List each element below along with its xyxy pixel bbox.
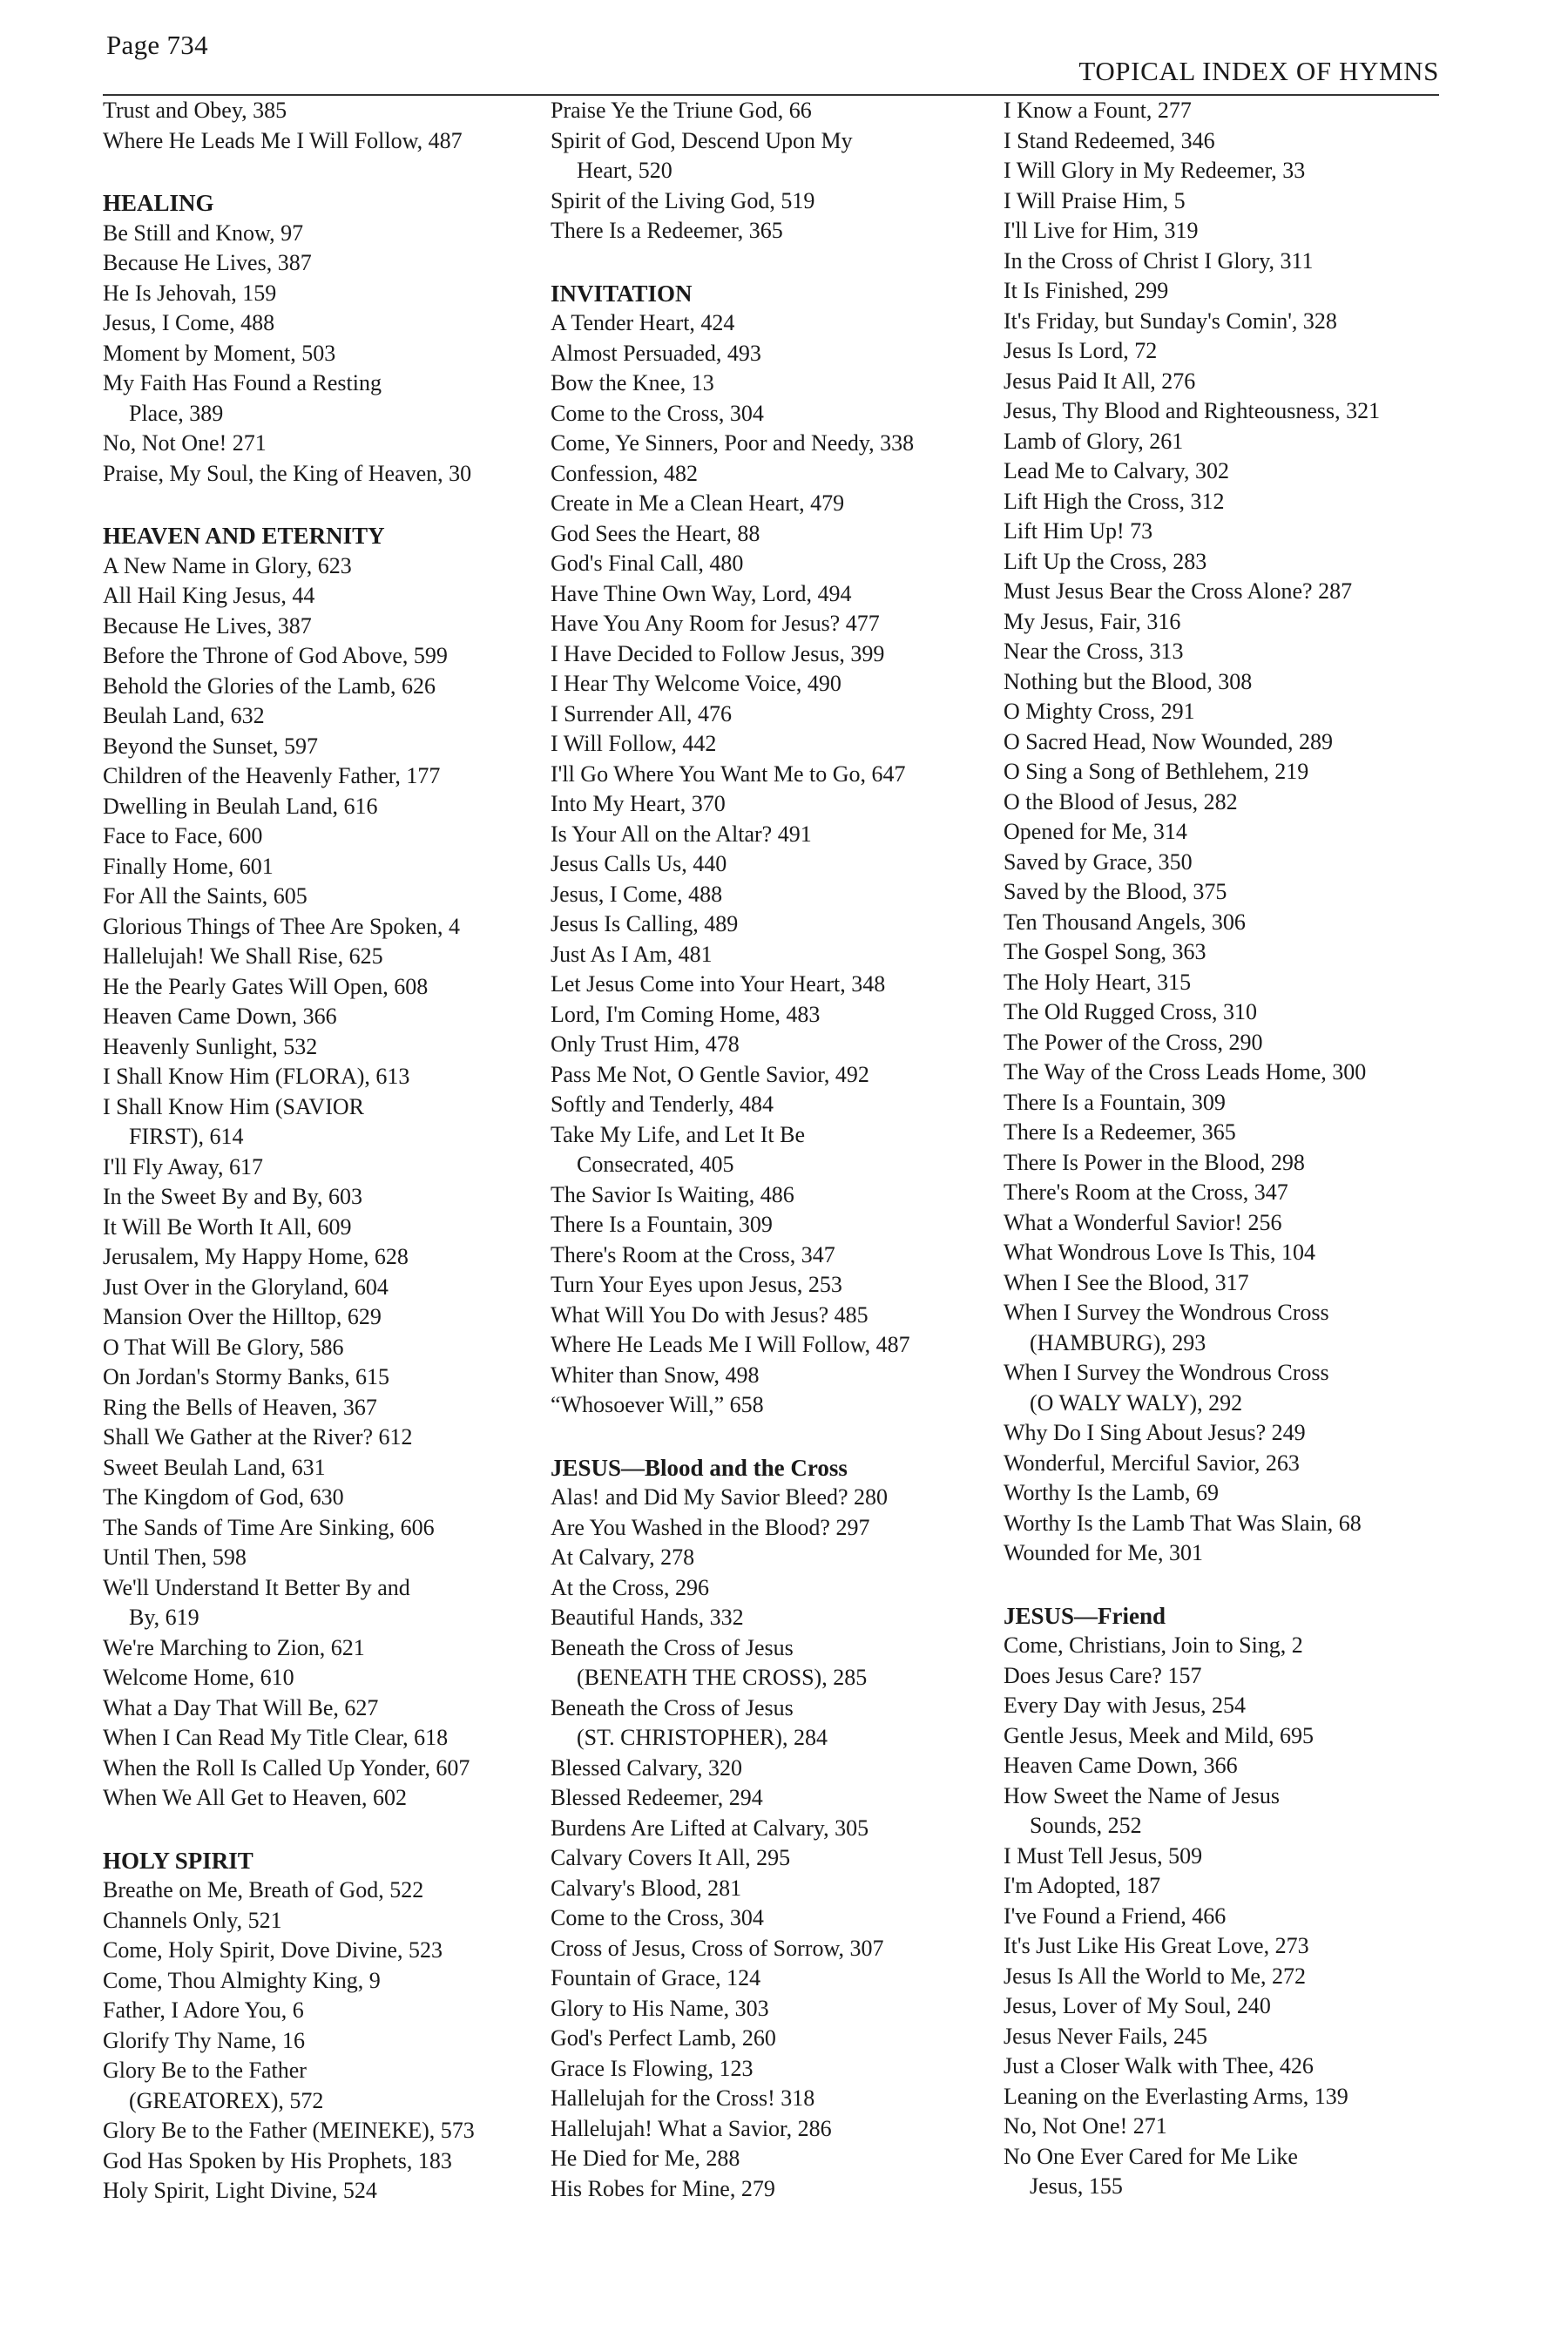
index-entry: A New Name in Glory, 623 [103,552,352,578]
index-entry: Children of the Heavenly Father, 177 [103,763,441,788]
index-entry: I Must Tell Jesus, 509 [1004,1842,1203,1869]
index-entry: Jerusalem, My Happy Home, 628 [103,1244,409,1269]
index-entry: Let Jesus Come into Your Heart, 348 [551,971,886,997]
index-entry: The Kingdom of God, 630 [103,1484,344,1510]
index-entry: Leaning on the Everlasting Arms, 139 [1004,2083,1348,2109]
index-entry: Alas! and Did My Savior Bleed? 280 [551,1484,889,1510]
index-entry: I Know a Fount, 277 [1004,98,1192,123]
index-entry: Jesus Calls Us, 440 [551,851,727,876]
index-entry: The Power of the Cross, 290 [1004,1029,1263,1055]
index-entry: It Is Finished, 299 [1004,278,1169,303]
index-entry: I Shall Know Him (SAVIOR FIRST), 614 [103,1093,364,1149]
index-entry: Welcome Home, 610 [103,1665,294,1690]
index-entry: Until Then, 598 [103,1544,247,1570]
index-entry: Come, Ye Sinners, Poor and Needy, 338 [551,430,915,456]
entry-list [1004,96,1456,1569]
section-heading: JESUS—Friend [1004,1602,1166,1629]
index-entry: Come, Thou Almighty King, 9 [103,1967,381,1993]
index-entry: O Sing a Song of Bethlehem, 219 [1004,759,1309,784]
index-entry: Because He Lives, 387 [103,250,312,275]
index-entry: O That Will Be Glory, 586 [103,1334,344,1360]
index-column-3 [1004,96,1456,2202]
index-entry: On Jordan's Stormy Banks, 615 [103,1364,389,1389]
index-entry: Gentle Jesus, Meek and Mild, 695 [1004,1722,1315,1748]
index-column-2 [551,96,1004,2204]
index-entry: Blessed Redeemer, 294 [551,1785,763,1810]
index-entry: Why Do I Sing About Jesus? 249 [1004,1420,1306,1445]
index-entry: We're Marching to Zion, 621 [103,1634,365,1660]
index-entry: I'm Adopted, 187 [1004,1873,1161,1898]
index-entry: Just Over in the Gloryland, 604 [103,1274,389,1300]
index-entry: Calvary's Blood, 281 [551,1875,742,1901]
entry-list [551,308,1004,1421]
index-entry: My Faith Has Found a Resting Place, 389 [103,370,382,426]
index-entry: The Holy Heart, 315 [1004,969,1192,995]
index-entry: I've Found a Friend, 466 [1004,1903,1227,1929]
index-entry: Praise, My Soul, the King of Heaven, 30 [103,460,472,486]
index-entry: Channels Only, 521 [103,1907,282,1933]
index-entry: We'll Understand It Better By and By, 619 [103,1574,410,1630]
index-entry: There's Room at the Cross, 347 [1004,1179,1288,1205]
index-entry: No, Not One! 271 [1004,2113,1167,2139]
index-entry: Heavenly Sunlight, 532 [103,1033,318,1059]
index-entry: Confession, 482 [551,460,698,486]
index-entry: What Wondrous Love Is This, 104 [1004,1240,1316,1265]
index-entry: Fountain of Grace, 124 [551,1965,761,1990]
index-entry: Glory to His Name, 303 [551,1995,769,2021]
index-entry: Beneath the Cross of Jesus (BENEATH THE CROSS), 285 [551,1634,868,1690]
index-entry: At Calvary, 278 [551,1544,695,1570]
index-entry: Spirit of God, Descend Upon My Heart, 520 [551,127,853,183]
section-heading: JESUS—Blood and the Cross [551,1454,848,1481]
index-entry: When I Survey the Wondrous Cross (O WALY WALY), 292 [1004,1360,1329,1416]
index-entry: When We All Get to Heaven, 602 [103,1785,408,1810]
index-entry: I Surrender All, 476 [551,700,732,727]
index-entry: Saved by Grace, 350 [1004,848,1193,875]
index-entry: Jesus, I Come, 488 [103,310,275,335]
section-heading: HEALING [103,190,214,216]
index-entry: Worthy Is the Lamb That Was Slain, 68 [1004,1510,1362,1536]
index-entry: Ten Thousand Angels, 306 [1004,909,1246,935]
index-entry: Is Your All on the Altar? 491 [551,821,812,847]
index-entry: In the Cross of Christ I Glory, 311 [1004,247,1314,274]
index-entry: There Is a Fountain, 309 [1004,1089,1226,1115]
index-column-1 [103,96,556,2207]
index-entry: Into My Heart, 370 [551,791,726,816]
index-entry: Jesus, I Come, 488 [551,881,723,907]
index-section [103,1846,556,2207]
index-entry: Are You Washed in the Blood? 297 [551,1514,870,1540]
index-entry: Every Day with Jesus, 254 [1004,1693,1247,1718]
index-entry: Jesus Is All the World to Me, 272 [1004,1963,1306,1989]
index-entry: Shall We Gather at the River? 612 [103,1424,413,1450]
index-entry: Grace Is Flowing, 123 [551,2055,754,2081]
index-entry: Be Still and Know, 97 [103,220,304,246]
page-number: Page 734 [106,30,208,60]
index-entry: Come, Holy Spirit, Dove Divine, 523 [103,1937,443,1963]
index-entry: Pass Me Not, O Gentle Savior, 492 [551,1061,869,1087]
index-entry: Heaven Came Down, 366 [1004,1753,1238,1778]
index-entry: It's Friday, but Sunday's Comin', 328 [1004,308,1337,334]
index-entry: There's Room at the Cross, 347 [551,1241,835,1267]
index-entry: Jesus Is Calling, 489 [551,911,739,936]
index-entry: O Mighty Cross, 291 [1004,699,1195,724]
index-entry: Where He Leads Me I Will Follow, 487 [103,127,463,153]
index-entry: Turn Your Eyes upon Jesus, 253 [551,1272,842,1297]
index-entry: My Jesus, Fair, 316 [1004,608,1181,634]
index-entry: I Will Glory in My Redeemer, 33 [1004,158,1306,183]
index-entry: Glory Be to the Father (MEINEKE), 573 [103,2118,475,2143]
index-entry: I'll Go Where You Want Me to Go, 647 [551,760,906,787]
index-entry: Because He Lives, 387 [103,612,312,639]
index-entry: Saved by the Blood, 375 [1004,879,1227,904]
index-entry: Have You Any Room for Jesus? 477 [551,611,880,636]
index-entry: He the Pearly Gates Will Open, 608 [103,973,429,999]
index-entry: Beautiful Hands, 332 [551,1605,744,1630]
index-entry: Wounded for Me, 301 [1004,1540,1203,1565]
index-entry: Have Thine Own Way, Lord, 494 [551,580,852,606]
index-entry: I Will Praise Him, 5 [1004,187,1186,213]
index-entry: There Is a Fountain, 309 [551,1212,773,1237]
index-entry: Trust and Obey, 385 [103,98,287,123]
index-entry: Praise Ye the Triune God, 66 [551,98,812,123]
index-entry: Almost Persuaded, 493 [551,340,761,366]
index-entry: Dwelling in Beulah Land, 616 [103,793,378,819]
index-entry: The Old Rugged Cross, 310 [1004,999,1258,1024]
index-entry: Take My Life, and Let It Be Consecrated, 405 [551,1121,806,1177]
index-entry: Jesus Never Fails, 245 [1004,2023,1207,2049]
index-entry: Come to the Cross, 304 [551,1905,764,1930]
index-entry: I Stand Redeemed, 346 [1004,127,1215,153]
index-section [551,1453,1004,2205]
index-entry: There Is a Redeemer, 365 [1004,1119,1236,1145]
entry-list [551,1483,1004,2204]
index-entry: God's Perfect Lamb, 260 [551,2025,776,2051]
index-entry: What a Wonderful Savior! 256 [1004,1209,1282,1235]
entry-list [103,96,556,156]
index-entry: Must Jesus Bear the Cross Alone? 287 [1004,578,1353,604]
index-entry: It's Just Like His Great Love, 273 [1004,1933,1309,1958]
index-entry: Come to the Cross, 304 [551,400,764,426]
index-entry: I Will Follow, 442 [551,731,717,756]
index-section [103,521,556,1814]
index-entry: I Shall Know Him (FLORA), 613 [103,1064,410,1089]
index-entry: Hallelujah! We Shall Rise, 625 [103,943,383,969]
index-entry: A Tender Heart, 424 [551,310,735,335]
entry-list [103,1876,556,2207]
index-entry: In the Sweet By and By, 603 [103,1184,362,1209]
index-entry: O Sacred Head, Now Wounded, 289 [1004,728,1333,754]
running-title: TOPICAL INDEX OF HYMNS [1078,56,1439,86]
index-entry: Burdens Are Lifted at Calvary, 305 [551,1815,869,1841]
index-entry: Mansion Over the Hilltop, 629 [103,1304,382,1329]
index-entry: There Is Power in the Blood, 298 [1004,1149,1305,1175]
index-entry: God Has Spoken by His Prophets, 183 [103,2147,452,2173]
index-entry: When I Survey the Wondrous Cross (HAMBURG), 293 [1004,1300,1329,1355]
section-heading: INVITATION [551,280,693,307]
index-entry: Whiter than Snow, 498 [551,1362,760,1388]
index-entry: Nothing but the Blood, 308 [1004,668,1253,694]
index-entry: Lead Me to Calvary, 302 [1004,458,1229,483]
index-entry: I Hear Thy Welcome Voice, 490 [551,671,841,696]
index-entry: Wonderful, Merciful Savior, 263 [1004,1450,1300,1476]
index-entry: Cross of Jesus, Cross of Sorrow, 307 [551,1935,884,1961]
index-entry: When I Can Read My Title Clear, 618 [103,1725,449,1750]
index-section [551,96,1004,247]
index-entry: Ring the Bells of Heaven, 367 [103,1394,377,1420]
index-entry: Glorify Thy Name, 16 [103,2027,306,2053]
index-entry: Moment by Moment, 503 [103,340,336,366]
index-entry: What a Day That Will Be, 627 [103,1694,379,1720]
index-entry: I'll Live for Him, 319 [1004,218,1199,243]
index-entry: Glorious Things of Thee Are Spoken, 4 [103,913,460,939]
index-entry: “Whosoever Will,” 658 [551,1392,764,1417]
index-entry: Breathe on Me, Breath of God, 522 [103,1877,424,1903]
index-entry: Just As I Am, 481 [551,941,713,967]
index-entry: There Is a Redeemer, 365 [551,218,783,243]
index-entry: Behold the Glories of the Lamb, 626 [103,672,436,699]
index-entry: Hallelujah for the Cross! 318 [551,2085,815,2111]
index-entry: No One Ever Cared for Me Like Jesus, 155 [1004,2143,1298,2199]
index-entry: Jesus, Lover of My Soul, 240 [1004,1993,1271,2018]
index-entry: Sweet Beulah Land, 631 [103,1454,326,1480]
index-entry: Worthy Is the Lamb, 69 [1004,1480,1220,1505]
index-entry: Holy Spirit, Light Divine, 524 [103,2178,377,2203]
index-entry: No, Not One! 271 [103,430,267,456]
index-entry: Bow the Knee, 13 [551,370,714,395]
index-entry: Near the Cross, 313 [1004,639,1184,664]
index-entry: He Is Jehovah, 159 [103,280,277,306]
index-entry: Lamb of Glory, 261 [1004,428,1184,454]
index-entry: The Sands of Time Are Sinking, 606 [103,1514,435,1540]
index-entry: Hallelujah! What a Savior, 286 [551,2115,832,2141]
index-entry: Before the Throne of God Above, 599 [103,643,448,668]
index-entry: Does Jesus Care? 157 [1004,1662,1202,1688]
index-entry: Beneath the Cross of Jesus (ST. CHRISTOPHER), 284 [551,1694,828,1750]
index-entry: Lift High the Cross, 312 [1004,488,1225,514]
index-entry: When the Roll Is Called Up Yonder, 607 [103,1754,470,1781]
index-entry: Opened for Me, 314 [1004,819,1187,844]
index-entry: The Savior Is Waiting, 486 [551,1181,794,1207]
index-section [1004,1601,1456,2202]
index-entry: Come, Christians, Join to Sing, 2 [1004,1632,1303,1658]
index-entry: I'll Fly Away, 617 [103,1153,264,1179]
index-entry: Create in Me a Clean Heart, 479 [551,490,845,516]
index-entry: I Have Decided to Follow Jesus, 399 [551,640,885,666]
entry-list [103,551,556,1814]
index-entry: Calvary Covers It All, 295 [551,1845,791,1870]
index-entry: His Robes for Mine, 279 [551,2175,775,2201]
index-entry: Just a Closer Walk with Thee, 426 [1004,2053,1314,2078]
index-entry: Glory Be to the Father (GREATOREX), 572 [103,2058,324,2113]
index-entry: Blessed Calvary, 320 [551,1754,742,1781]
index-entry: Jesus Is Lord, 72 [1004,338,1158,363]
index-entry: Only Trust Him, 478 [551,1031,740,1057]
index-entry: Finally Home, 601 [103,853,274,879]
index-entry: He Died for Me, 288 [551,2146,740,2171]
index-entry: O the Blood of Jesus, 282 [1004,788,1238,814]
index-entry: Beyond the Sunset, 597 [103,733,318,759]
entry-list [551,96,1004,247]
index-entry: All Hail King Jesus, 44 [103,583,315,608]
index-entry: Father, I Adore You, 6 [103,1997,304,2023]
index-entry: The Way of the Cross Leads Home, 300 [1004,1059,1367,1085]
section-heading: HOLY SPIRIT [103,1847,253,1874]
index-entry: Lift Up the Cross, 283 [1004,548,1207,574]
index-entry: Beulah Land, 632 [103,703,265,728]
index-entry: Spirit of the Living God, 519 [551,187,815,213]
index-entry: For All the Saints, 605 [103,883,308,909]
index-entry: When I See the Blood, 317 [1004,1269,1249,1295]
index-entry: How Sweet the Name of Jesus Sounds, 252 [1004,1782,1280,1838]
index-entry: Jesus Paid It All, 276 [1004,368,1196,394]
section-heading: HEAVEN AND ETERNITY [103,523,385,549]
index-entry: What Will You Do with Jesus? 485 [551,1301,868,1328]
index-entry: It Will Be Worth It All, 609 [103,1213,352,1240]
index-entry: Softly and Tenderly, 484 [551,1092,774,1117]
index-entry: At the Cross, 296 [551,1574,709,1600]
index-entry: Face to Face, 600 [103,823,263,848]
index-entry: Jesus, Thy Blood and Righteousness, 321 [1004,398,1381,423]
index-entry: Lord, I'm Coming Home, 483 [551,1001,821,1027]
index-entry: The Gospel Song, 363 [1004,939,1206,964]
index-section [103,96,556,156]
entry-list [1004,1631,1456,2202]
index-section [1004,96,1456,1569]
index-section [103,188,556,489]
index-entry: God's Final Call, 480 [551,551,744,576]
entry-list [103,219,556,490]
index-entry: God Sees the Heart, 88 [551,520,760,546]
index-section [551,279,1004,1421]
index-entry: Lift Him Up! 73 [1004,518,1153,544]
page-header [103,26,1439,98]
index-entry: Where He Leads Me I Will Follow, 487 [551,1332,910,1357]
index-entry: Heaven Came Down, 366 [103,1004,337,1029]
